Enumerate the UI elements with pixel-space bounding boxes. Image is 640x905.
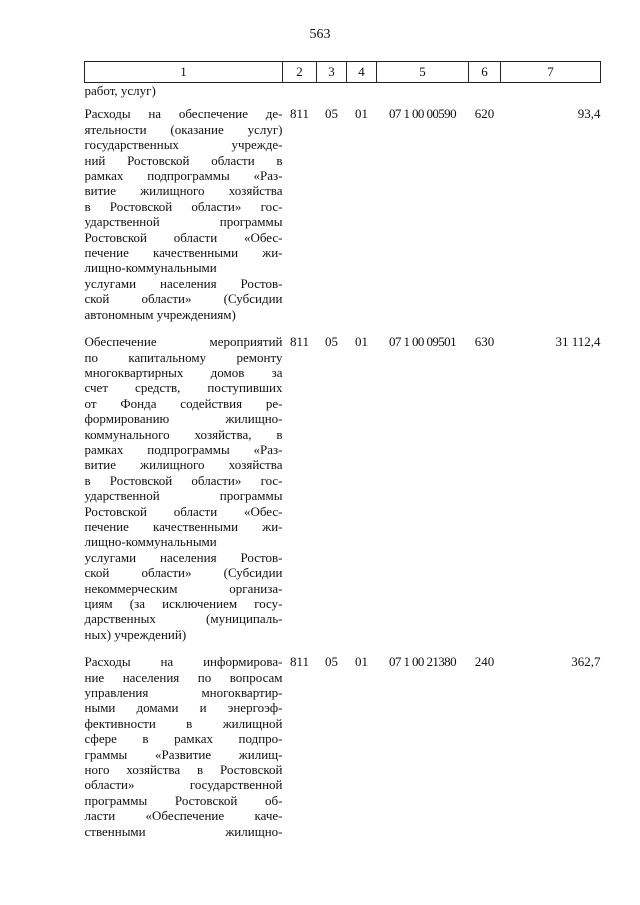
description-line: сфере в рамках подпро- bbox=[84, 731, 283, 747]
header-col-1: 1 bbox=[85, 62, 283, 83]
description-line: ятельности (оказание услуг) bbox=[84, 121, 283, 137]
description-line: ными домами и энергоэф- bbox=[84, 700, 283, 716]
description-line: Расходы на информирова- bbox=[84, 654, 283, 670]
description-line: Ростовской области «Обес- bbox=[84, 229, 283, 245]
expense-type-code: 620 bbox=[474, 106, 495, 122]
section-code: 05 bbox=[325, 654, 338, 670]
description-line: области» государственной bbox=[84, 777, 283, 793]
description-line: ласти «Обеспечение каче- bbox=[84, 808, 283, 824]
description-line: печение качественными жи- bbox=[84, 518, 283, 534]
description-line: ской области» (Субсидии bbox=[84, 291, 283, 307]
header-col-4: 4 bbox=[347, 62, 377, 83]
header-col-5: 5 bbox=[377, 62, 469, 83]
description-line: циям (за исключением госу- bbox=[84, 596, 283, 611]
description-line: от Фонда содействия ре- bbox=[84, 395, 283, 411]
target-article-code: 07 1 00 00590 bbox=[389, 106, 456, 122]
description-line: фективности в жилищной bbox=[84, 715, 283, 731]
description-line: витие жилищного хозяйства bbox=[84, 457, 283, 473]
continuation-row bbox=[85, 83, 601, 101]
description-line: ний Ростовской области в bbox=[84, 152, 283, 168]
description-line: лищно-коммунальными bbox=[84, 260, 217, 276]
description-line: ударственной программы bbox=[84, 214, 283, 230]
description-line: витие жилищного хозяйства bbox=[84, 183, 283, 199]
budget-table bbox=[84, 61, 601, 845]
target-article-code: 07 1 00 21380 bbox=[389, 654, 456, 670]
description-line: в Ростовской области» гос- bbox=[84, 198, 283, 214]
amount: 362,7 bbox=[571, 654, 601, 670]
description-line: услугами населения Ростов- bbox=[84, 549, 283, 565]
expense-type-code: 630 bbox=[474, 334, 495, 350]
continuation-line: работ, услуг) bbox=[84, 83, 156, 98]
description-line: коммунального хозяйства, в bbox=[84, 426, 283, 442]
subsection-code: 01 bbox=[355, 654, 368, 670]
description-line: ударственной программы bbox=[84, 488, 283, 504]
section-code: 05 bbox=[325, 106, 338, 122]
description-line: ных) учреждений) bbox=[84, 626, 187, 642]
description-line: государственных учрежде- bbox=[84, 137, 283, 153]
row-description bbox=[85, 648, 283, 845]
description-line: дарственных (муниципаль- bbox=[84, 611, 283, 627]
header-col-2: 2 bbox=[283, 62, 317, 83]
amount: 93,4 bbox=[577, 106, 601, 122]
table-row bbox=[85, 328, 601, 648]
description-line: программы Ростовской об- bbox=[84, 792, 283, 808]
description-line: услугами населения Ростов- bbox=[84, 275, 283, 291]
target-article-code: 07 1 00 09501 bbox=[389, 334, 456, 350]
row-description bbox=[85, 100, 283, 328]
ministry-code: 811 bbox=[289, 654, 310, 670]
description-line: ственными жилищно- bbox=[84, 823, 283, 839]
header-col-6: 6 bbox=[469, 62, 501, 83]
description-line: рамках подпрограммы «Раз- bbox=[84, 168, 283, 184]
description-line: автономным учреждениям) bbox=[84, 306, 236, 322]
description-line: Ростовской области «Обес- bbox=[84, 503, 283, 519]
page-number: 563 bbox=[309, 27, 331, 42]
section-code: 05 bbox=[325, 334, 338, 350]
ministry-code: 811 bbox=[289, 334, 310, 350]
description-line: Обеспечение мероприятий bbox=[84, 334, 283, 350]
description-line: по капитальному ремонту bbox=[84, 349, 283, 365]
subsection-code: 01 bbox=[355, 334, 368, 350]
description-line: счет средств, поступивших bbox=[84, 380, 283, 396]
header-col-3: 3 bbox=[317, 62, 347, 83]
expense-type-code: 240 bbox=[474, 654, 495, 670]
amount: 31 112,4 bbox=[555, 334, 601, 350]
description-line: лищно-коммунальными bbox=[84, 534, 217, 550]
description-line: некоммерческим организа- bbox=[84, 580, 283, 596]
description-line: граммы «Развитие жилищ- bbox=[84, 746, 283, 762]
table-row bbox=[85, 100, 601, 328]
header-col-7: 7 bbox=[501, 62, 601, 83]
description-line: ние населения по вопросам bbox=[84, 669, 283, 685]
description-line: формированию жилищно- bbox=[84, 411, 283, 427]
row-description bbox=[85, 328, 283, 648]
header-row bbox=[85, 62, 601, 83]
description-line: управления многоквартир- bbox=[84, 685, 283, 701]
description-line: ного хозяйства в Ростовской bbox=[84, 762, 283, 778]
ministry-code: 811 bbox=[289, 106, 310, 122]
description-line: рамках подпрограммы «Раз- bbox=[84, 441, 283, 457]
description-line: многоквартирных домов за bbox=[84, 364, 283, 380]
description-line: Расходы на обеспечение де- bbox=[84, 106, 283, 122]
description-line: ской области» (Субсидии bbox=[84, 565, 283, 581]
continuation-text bbox=[85, 83, 283, 101]
table-row bbox=[85, 648, 601, 845]
description-line: печение качественными жи- bbox=[84, 245, 283, 261]
subsection-code: 01 bbox=[355, 106, 368, 122]
description-line: в Ростовской области» гос- bbox=[84, 472, 283, 488]
